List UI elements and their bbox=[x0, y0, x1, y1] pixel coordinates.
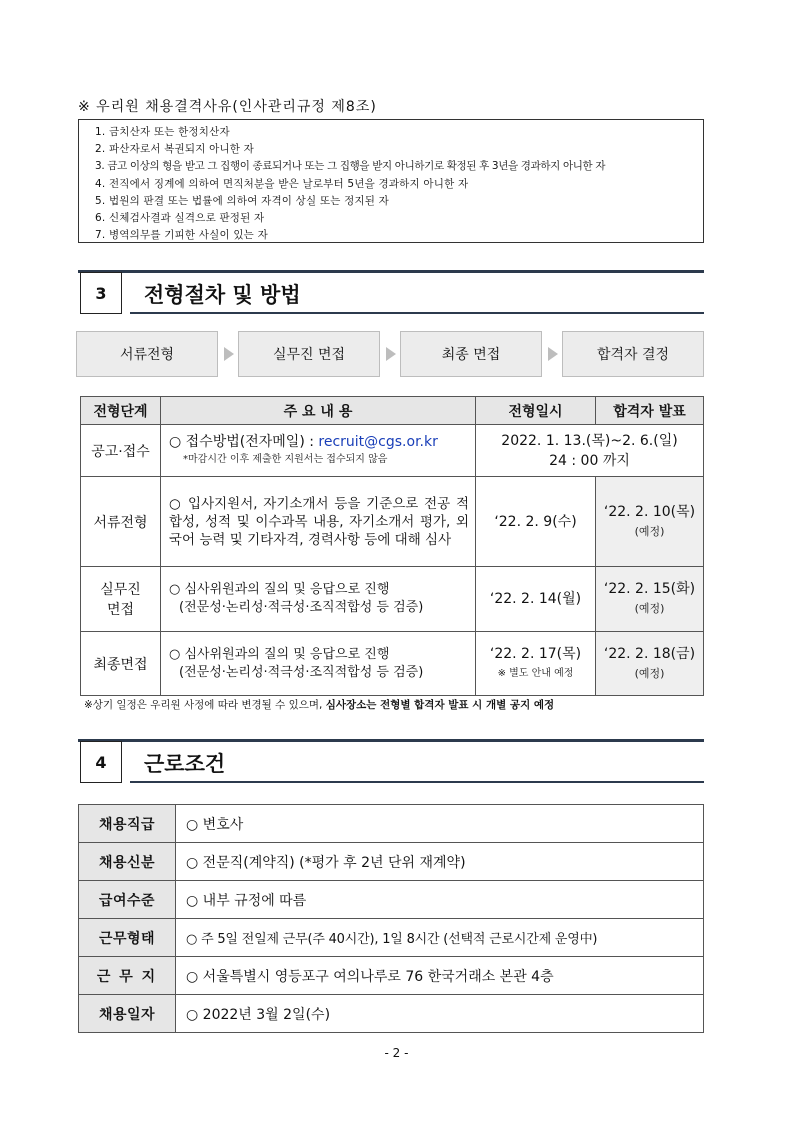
table-row bbox=[79, 843, 704, 881]
disqualification-item: 7. 병역의무를 기피한 사실이 있는 자 bbox=[95, 229, 268, 242]
flow-arrow-icon bbox=[383, 345, 399, 363]
content-note: *마감시간 이후 제출한 지원서는 접수되지 않음 bbox=[183, 453, 388, 465]
disqualification-item: 6. 신체검사결과 실격으로 판정된 자 bbox=[95, 212, 265, 225]
email-link[interactable]: recruit@cgs.or.kr bbox=[318, 433, 438, 450]
date-cell bbox=[476, 425, 704, 477]
condition-value: ○ 주 5일 전일제 근무(주 40시간), 1일 8시간 (선택적 근로시간제 운영中) bbox=[176, 919, 704, 957]
table-row bbox=[81, 567, 704, 632]
condition-value: ○ 2022년 3월 2일(수) bbox=[176, 995, 704, 1033]
table-row bbox=[79, 919, 704, 957]
schedule-header-row bbox=[81, 397, 704, 425]
step-working-interview: 실무진 면접 bbox=[238, 331, 380, 377]
header-stage: 전형단계 bbox=[81, 397, 161, 425]
date-line: 2022. 1. 13.(목)~2. 6.(일) bbox=[501, 432, 678, 449]
disqualification-item: 3. 금고 이상의 형을 받고 그 집행이 종료되거나 또는 그 집행을 받지 아니하기로 확정된 후 3년을 경과하지 아니한 자 bbox=[95, 160, 606, 173]
page-number: - 2 - bbox=[384, 1046, 409, 1060]
table-row bbox=[79, 805, 704, 843]
announce-note: (예정) bbox=[634, 524, 665, 538]
conditions-table bbox=[78, 804, 704, 1033]
announce-date: ‘22. 2. 10(목) bbox=[603, 503, 696, 520]
flow-arrow-icon bbox=[545, 345, 561, 363]
announce-cell bbox=[596, 477, 704, 567]
condition-label: 채용일자 bbox=[79, 995, 176, 1033]
date-line: 24 : 00 까지 bbox=[549, 452, 630, 469]
date-note: ※ 별도 안내 예정 bbox=[497, 667, 574, 679]
content-line: ○ 심사위원과의 질의 및 응답으로 진행 bbox=[169, 646, 390, 662]
content-cell bbox=[161, 425, 476, 477]
section4-top-rule bbox=[78, 739, 704, 742]
condition-value: ○ 서울특별시 영등포구 여의나루로 76 한국거래소 본관 4층 bbox=[176, 957, 704, 995]
disqualification-item: 2. 파산자로서 복권되지 아니한 자 bbox=[95, 143, 255, 156]
condition-value: ○ 내부 규정에 따름 bbox=[176, 881, 704, 919]
date-cell: ‘22. 2. 9(수) bbox=[476, 477, 596, 567]
section3-bottom-rule bbox=[130, 312, 704, 314]
section4-title: 근로조건 bbox=[144, 752, 226, 776]
disqualification-title: ※ 우리원 채용결격사유(인사관리규정 제8조) bbox=[78, 99, 377, 115]
section3-top-rule bbox=[78, 270, 704, 273]
table-row bbox=[79, 995, 704, 1033]
disqualification-item: 1. 금치산자 또는 한정치산자 bbox=[95, 126, 230, 138]
header-date: 전형일시 bbox=[476, 397, 596, 425]
schedule-note-text: ※상기 일정은 우리원 사정에 따라 변경될 수 있으며, bbox=[84, 699, 326, 711]
content-cell bbox=[161, 632, 476, 696]
step-document-screening: 서류전형 bbox=[76, 331, 218, 377]
announce-note: (예정) bbox=[634, 666, 665, 680]
disqualification-box bbox=[78, 119, 704, 243]
announce-date: ‘22. 2. 18(금) bbox=[603, 645, 696, 662]
condition-label: 채용직급 bbox=[79, 805, 176, 843]
condition-label: 채용신분 bbox=[79, 843, 176, 881]
table-row bbox=[81, 425, 704, 477]
date-line: ‘22. 2. 17(목) bbox=[489, 645, 582, 662]
content-line: (전문성·논리성·적극성·조직적합성 등 검증) bbox=[179, 600, 424, 615]
condition-value: ○ 변호사 bbox=[176, 805, 704, 843]
stage-cell: 공고·접수 bbox=[81, 425, 161, 477]
stage-cell bbox=[81, 567, 161, 632]
schedule-table bbox=[80, 396, 704, 696]
disqualification-item: 5. 법원의 판결 또는 법률에 의하여 자격이 상실 또는 정지된 자 bbox=[95, 194, 390, 207]
table-row bbox=[79, 881, 704, 919]
stage-cell: 최종면접 bbox=[81, 632, 161, 696]
condition-label: 근 무 지 bbox=[79, 957, 176, 995]
disqualification-item: 4. 전직에서 징계에 의하여 면직처분을 받은 날로부터 5년을 경과하지 아니한 자 bbox=[95, 177, 469, 190]
content-line: (전문성·논리성·적극성·조직적합성 등 검증) bbox=[179, 664, 424, 680]
flow-arrow-icon bbox=[221, 345, 237, 363]
content-cell bbox=[161, 567, 476, 632]
announce-cell bbox=[596, 632, 704, 696]
announce-date: ‘22. 2. 15(화) bbox=[603, 581, 696, 597]
stage-cell: 서류전형 bbox=[81, 477, 161, 567]
date-cell bbox=[476, 632, 596, 696]
schedule-note-bold: 심사장소는 전형별 합격자 발표 시 개별 공지 예정 bbox=[325, 699, 555, 711]
table-row bbox=[79, 957, 704, 995]
stage-line: 실무진 bbox=[100, 582, 141, 598]
step-final-decision: 합격자 결정 bbox=[562, 331, 704, 377]
header-announce: 합격자 발표 bbox=[596, 397, 704, 425]
announce-cell bbox=[596, 567, 704, 632]
section3-title: 전형절차 및 방법 bbox=[144, 283, 301, 307]
condition-label: 근무형태 bbox=[79, 919, 176, 957]
section3-number: 3 bbox=[80, 272, 122, 314]
content-text: ○ 접수방법(전자메일) : bbox=[169, 433, 319, 450]
step-final-interview: 최종 면접 bbox=[400, 331, 542, 377]
section4-number: 4 bbox=[80, 741, 122, 783]
condition-value: ○ 전문직(계약직) (*평가 후 2년 단위 재계약) bbox=[176, 843, 704, 881]
content-cell: ○ 입사지원서, 자기소개서 등을 기준으로 전공 적합성, 성적 및 이수과목 내용, 자기소개서 평가, 외국어 능력 및 기타자격, 경력사항 등에 대해 심사 bbox=[161, 477, 476, 567]
table-row bbox=[81, 477, 704, 567]
section4-bottom-rule bbox=[130, 781, 704, 783]
announce-note: (예정) bbox=[634, 602, 665, 615]
table-row bbox=[81, 632, 704, 696]
condition-label: 급여수준 bbox=[79, 881, 176, 919]
schedule-note bbox=[84, 697, 554, 712]
date-cell: ‘22. 2. 14(월) bbox=[476, 567, 596, 632]
content-line: ○ 심사위원과의 질의 및 응답으로 진행 bbox=[169, 582, 390, 597]
header-content: 주 요 내 용 bbox=[161, 397, 476, 425]
stage-line: 면접 bbox=[106, 602, 135, 618]
